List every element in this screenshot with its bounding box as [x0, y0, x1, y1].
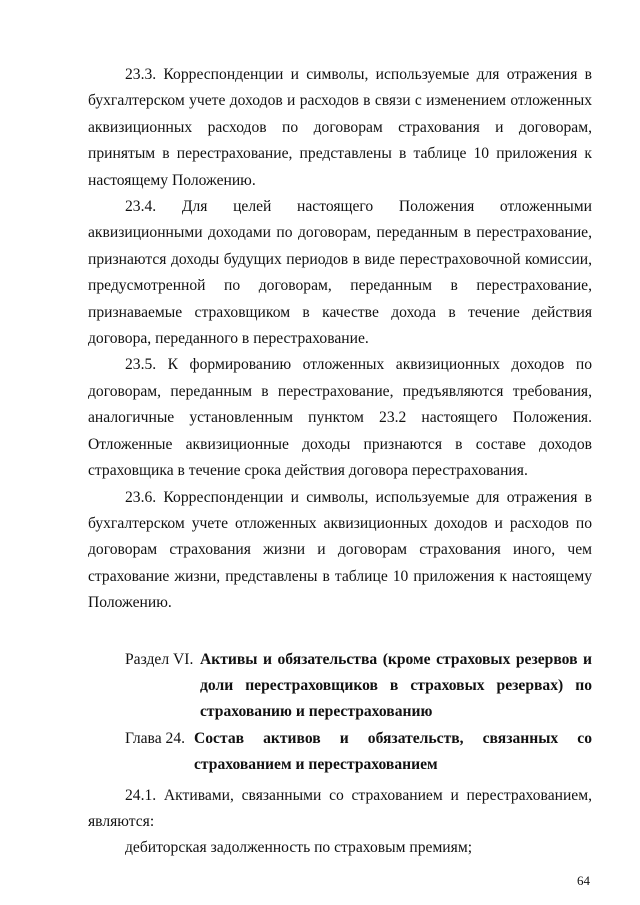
list-item: дебиторская задолженность по страховым премиям;	[125, 839, 473, 857]
paragraph-23-3: 23.3. Корреспонденции и символы, используемые для отражения в бухгалтерском учете доходов и расходов в связи с изменением отложенных аквизиционных расходов по договорам страхования и договорам, принятым в перестрахование, представлены в таблице 10 приложения к настоящему Положению.	[88, 66, 592, 189]
document-page	[88, 62, 592, 862]
paragraph-24-1: 24.1. Активами, связанными со страхованием и перестрахованием, являются:	[88, 786, 592, 830]
paragraph-23-4: 23.4. Для целей настоящего Положения отложенными аквизиционными доходами по договорам, переданным в перестрахование, признаются доходы будущих периодов в виде перестраховочной комиссии, предусмотренной по договорам, переданным в перестрахование, признаваемые страховщиком в качестве дохода в течение действия договора, переданного в перестрахование.	[88, 198, 592, 348]
chapter-label: Глава 24.	[125, 729, 186, 747]
paragraph-23-5: 23.5. К формированию отложенных аквизиционных доходов по договорам, переданным в перестрахование, предъявляются требования, аналогичные установленным пунктом 23.2 настоящего Положения. Отложенные аквизиционные доходы признаются в составе доходов страховщика в течение срока действия договора перестрахования.	[88, 356, 592, 480]
chapter-heading	[125, 726, 592, 779]
page-number: 64	[577, 873, 590, 888]
chapter-title: Состав активов и обязательств, связанных со страхованием и перестрахованием	[194, 729, 592, 774]
section-spacer	[88, 617, 592, 647]
section-title: Активы и обязательства (кроме страховых резервов и доли перестраховщиков в страховых резервах) по страхованию и перестрахованию	[200, 650, 592, 721]
section-label: Раздел VI.	[125, 650, 194, 668]
paragraph-23-6: 23.6. Корреспонденции и символы, используемые для отражения в бухгалтерском учете отложенных аквизиционных доходов и расходов по договорам страхования жизни и договорам страхования иного, чем страхование жизни, представлены в таблице 10 приложения к настоящему Положению.	[88, 488, 592, 612]
section-heading	[125, 647, 592, 726]
